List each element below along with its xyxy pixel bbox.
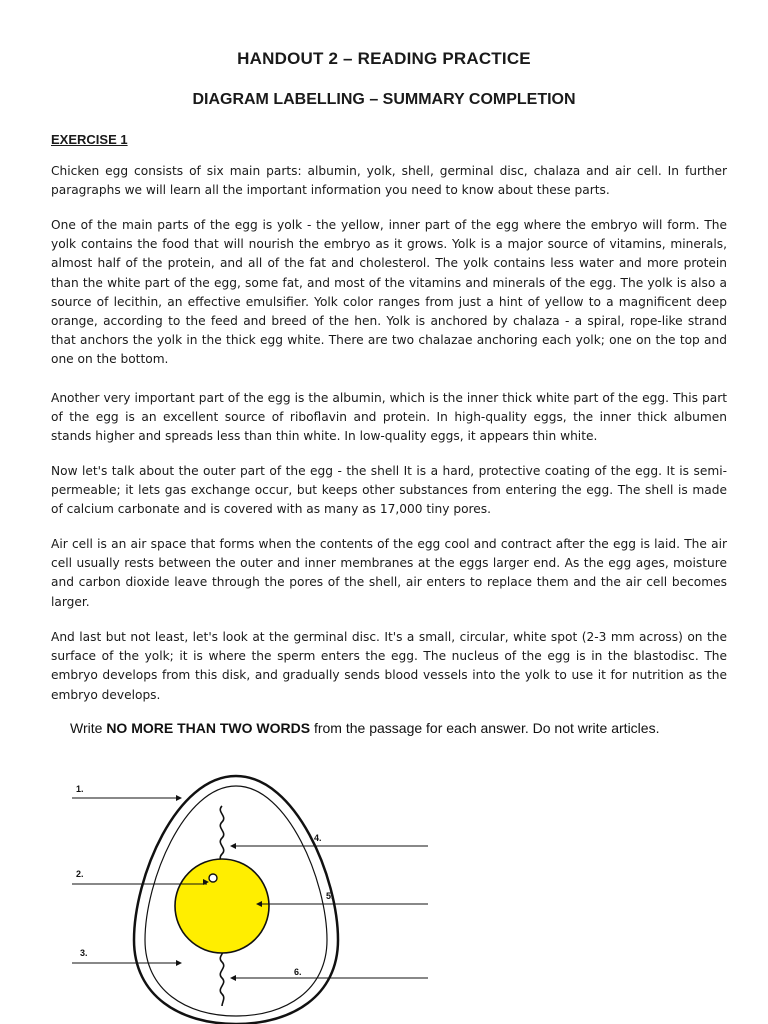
label-4-arrow	[230, 843, 236, 849]
yolk	[175, 859, 269, 953]
instruction-suffix: from the passage for each answer. Do not write articles.	[310, 720, 660, 736]
paragraph-yolk: One of the main parts of the egg is yolk - the yellow, inner part of the egg where the embryo will form. The yolk contains the food that will nourish the embryo as it grows. Yolk is a major source of vitamins, minerals, almost half of the protein, and all of the fat and cholesterol. The yolk contains less water and more protein than the white part of the egg, some fat, and most of the vitamins and minerals of the egg. The yolk is also a source of lecithin, an effective emulsifier. Yolk color ranges from just a hint of yellow to a magnificent deep orange, according to the feed and breed of the hen. Yolk is anchored by chalaza - a spiral, rope-like strand that anchors the yolk in the thick egg white. There are two chalazae anchoring each yolk; one on the top and one on the bottom.	[51, 218, 727, 367]
paragraph-albumin: Another very important part of the egg is the albumin, which is the inner thick white part of the egg. This part of the egg is an excellent source of riboflavin and protein. In high-quality eggs, the inner thick albumen stands higher and spreads less than thin white. In low-quality eggs, it appears thin white.	[51, 391, 727, 444]
answer-instruction	[70, 720, 750, 736]
paragraph-shell: Now let's talk about the outer part of the egg - the shell It is a hard, protective coating of the egg. It is semi-permeable; it lets gas exchange occur, but keeps other substances from entering the egg. The shell is made of calcium carbonate and is covered with as many as 17,000 tiny pores.	[51, 464, 727, 517]
paragraph-germinal-disc: And last but not least, let's look at the germinal disc. It's a small, circular, white spot (2-3 mm across) on the surface of the yolk; it is where the sperm enters the egg. The nucleus of the egg is in the blastodisc. The embryo develops from this disk, and gradually sends blood vessels into the yolk to use it for nutrition as the embryo develops.	[51, 630, 727, 702]
label-1: 1.	[76, 784, 84, 794]
label-1-arrow	[176, 795, 182, 801]
egg-diagram	[0, 770, 768, 1024]
exercise-heading: EXERCISE 1	[51, 132, 128, 147]
instruction-emphasis: NO MORE THAN TWO WORDS	[106, 720, 311, 736]
instruction-prefix: Write	[70, 720, 107, 736]
label-5: 5.	[326, 891, 334, 901]
page-title: HANDOUT 2 – READING PRACTICE	[237, 49, 531, 68]
label-6: 6.	[294, 967, 302, 977]
chalaza-top	[220, 806, 224, 866]
paragraph-intro: Chicken egg consists of six main parts: albumin, yolk, shell, germinal disc, chalaza and air cell. In further paragraphs we will learn all the important information you need to know about these parts.	[51, 164, 727, 198]
label-3-arrow	[176, 960, 182, 966]
label-6-arrow	[230, 975, 236, 981]
label-2: 2.	[76, 869, 84, 879]
label-4: 4.	[314, 833, 322, 843]
page-subtitle: DIAGRAM LABELLING – SUMMARY COMPLETION	[192, 91, 576, 108]
paragraph-air-cell: Air cell is an air space that forms when the contents of the egg cool and contract after the egg is laid. The air cell usually rests between the outer and inner membranes at the eggs larger end. As the egg ages, moisture and carbon dioxide leave through the pores of the shell, air enters to replace them and the air cell becomes larger.	[51, 537, 727, 609]
chalaza-bottom	[220, 946, 224, 1006]
label-3: 3.	[80, 948, 88, 958]
germinal-disc	[209, 874, 217, 882]
